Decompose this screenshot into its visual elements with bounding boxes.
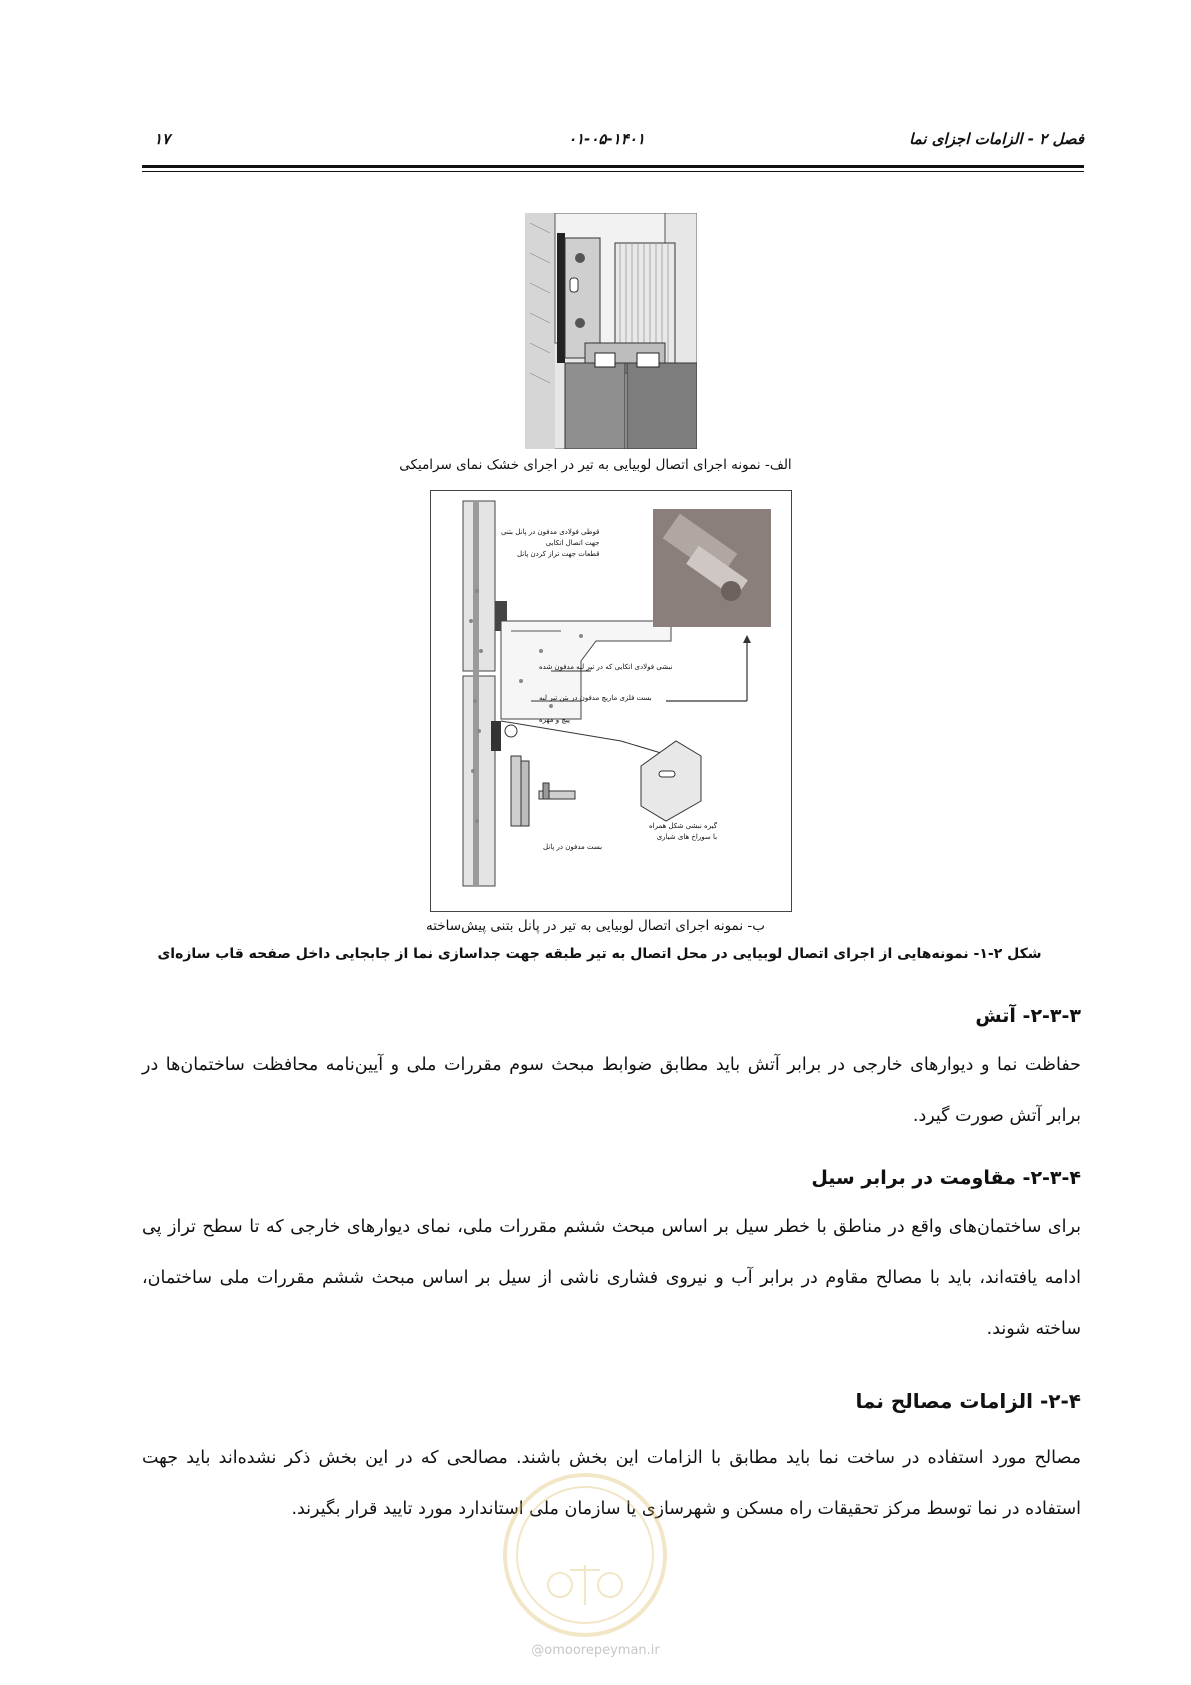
paragraph-fire: حفاظت نما و دیوارهای خارجی در برابر آتش باید مطابق ضوابط مبحث سوم مقررات ملی و آیین‌نامه محافظت ساختمان‌ها در برابر آتش صورت گیرد.	[142, 1055, 1081, 1126]
label-leveling: قطعات جهت تراز کردن پانل	[516, 550, 600, 558]
paragraph-flood: برای ساختمان‌های واقع در مناطق با خطر سیل بر اساس مبحث ششم مقررات ملی، نمای دیوارهای خارجی که تا سطح تراز پی ادامه یافته‌اند، باید با مصالح مقاوم در برابر آب و نیروی فشاری ناشی از سیل بر اساس مبحث ششم مقررات ملی ساختمان، ساخته شوند.	[142, 1217, 1081, 1339]
label-steel-angle: نبشی فولادی اتکایی که در تیر لبه مدفون شده	[539, 663, 673, 671]
watermark-url: @omoorepeyman.ir	[531, 1643, 660, 1658]
header-date: ۰۱-۰۵-۱۴۰۱	[568, 130, 645, 148]
page-header	[142, 126, 1084, 156]
heading-materials: ۲-۴- الزامات مصالح نما	[855, 1389, 1081, 1413]
watermark-seal	[500, 1470, 670, 1640]
figure-a-illustration	[525, 213, 697, 449]
heading-fire: ۲-۳-۳- آتش	[975, 1005, 1081, 1027]
label-steel-box: قوطی فولادی مدفون در پانل بتنی	[501, 528, 600, 536]
header-rule-thick	[142, 165, 1084, 168]
label-spiral-clamp: بست فلزی ماریچ مدفون در بتن تیر لبه	[539, 694, 652, 702]
label-slotted-holes: با سوراخ های شیاری	[656, 833, 718, 841]
paragraph-materials: مصالح مورد استفاده در ساخت نما باید مطابق با الزامات این بخش باشند. مصالحی که در این بخش ذکر نشده‌اند باید جهت استفاده در نما توسط مرکز تحقیقات راه مسکن و شهرسازی یا سازمان ملی استاندارد مورد تایید قرار بگیرند.	[142, 1448, 1081, 1519]
page-number: ۱۷	[154, 130, 171, 148]
label-bearing: جهت اتصال اتکایی	[545, 539, 600, 547]
figure-b-caption: ب- نمونه اجرای اتصال لوبیایی به تیر در پانل بتنی پیش‌ساخته	[425, 918, 765, 934]
figure-a-caption: الف- نمونه اجرای اتصال لوبیایی به تیر در اجرای خشک نمای سرامیکی	[399, 457, 792, 473]
chapter-title: فصل ۲ - الزامات اجزای نما	[909, 130, 1084, 148]
heading-flood: ۲-۳-۴- مقاومت در برابر سیل	[811, 1167, 1081, 1189]
header-rule-thin	[142, 171, 1084, 172]
figure-b-illustration	[430, 490, 792, 912]
figure-title: شکل ۲-۱- نمونه‌هایی از اجرای اتصال لوبیایی در محل اتصال به تیر طبقه جهت جداسازی نما از جابجایی داخل صفحه قاب سازه‌ای	[157, 946, 1042, 962]
label-embedded-clamp: بست مدفون در پانل	[543, 843, 603, 851]
label-angle-clip: گیره نبشی شکل همراه	[649, 822, 718, 830]
label-bolt-nut: پیچ و مهره	[539, 716, 570, 724]
